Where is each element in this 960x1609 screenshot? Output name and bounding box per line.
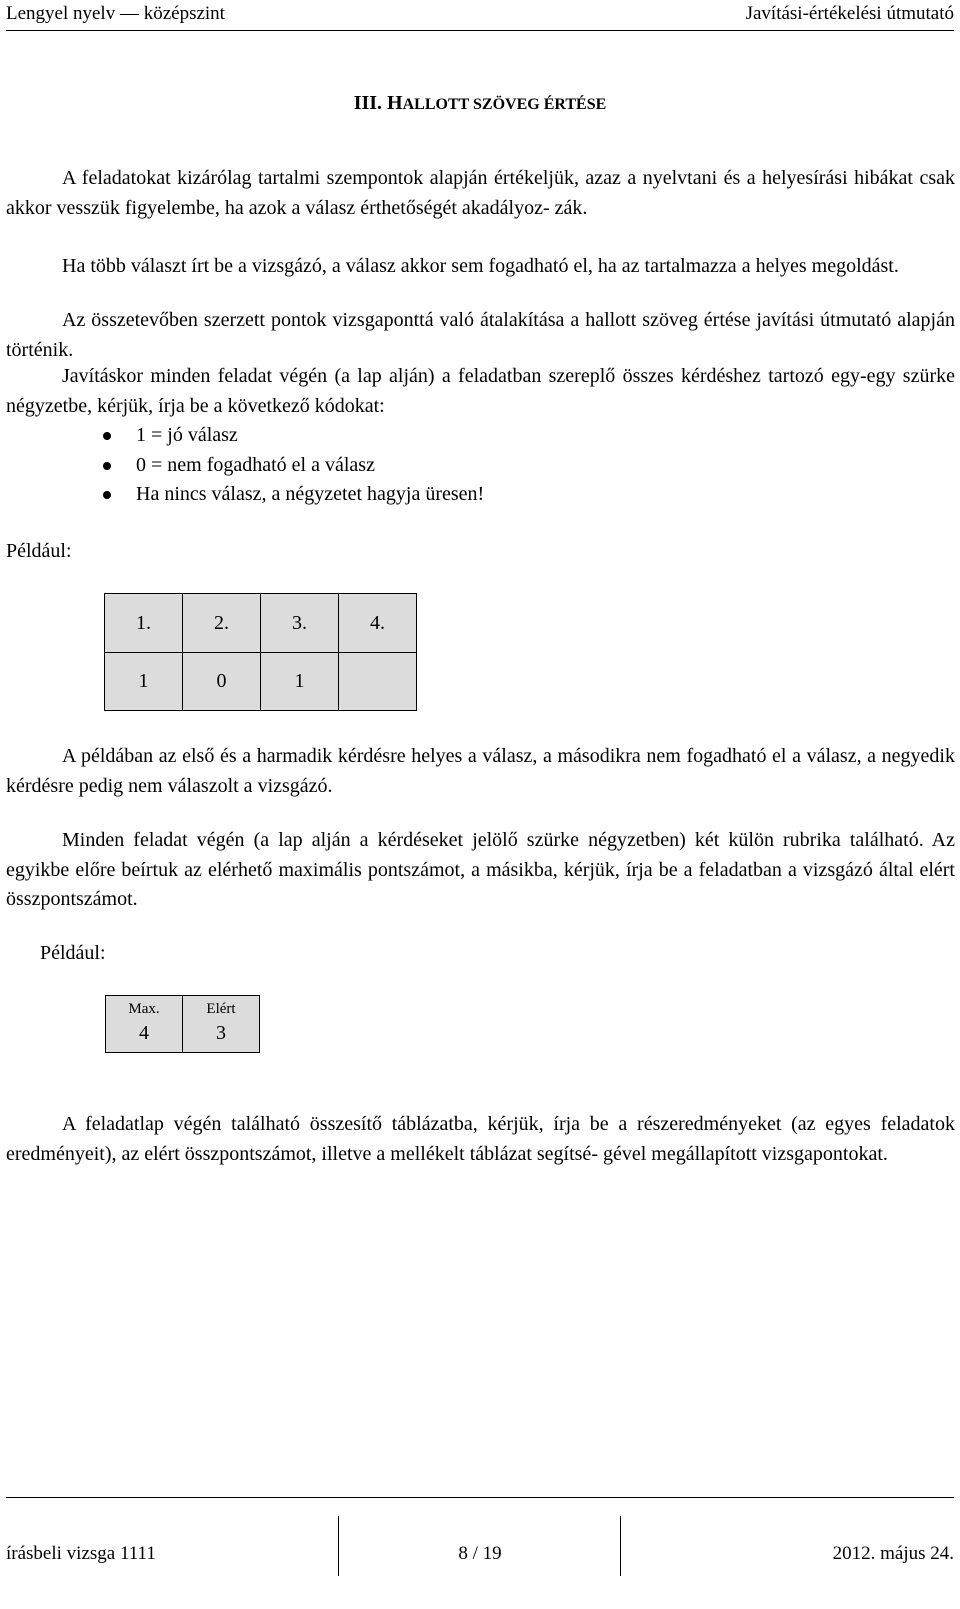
max-score-value: 4 bbox=[139, 1022, 149, 1044]
paragraph-codes-intro: Javításkor minden feladat végén (a lap alján) a feladatban szereplő összes kérdéshez tartozó egy-egy szürke négyzetbe, kérjük, írja be a következő kódokat: bbox=[6, 365, 955, 417]
page-header bbox=[6, 0, 954, 28]
answer-code-cell bbox=[339, 653, 417, 711]
footer-rule bbox=[6, 1497, 954, 1498]
question-number-cell: 2. bbox=[183, 594, 261, 653]
question-number-cell: 3. bbox=[261, 594, 339, 653]
question-number-cell: 4. bbox=[339, 594, 417, 653]
paragraph-summary-table: A feladatlap végén található összesítő táblázatba, kérjük, írja be a részeredményeket (az egyes feladatok eredményeit), az elért összpontszámot, illetve a mellékelt táblázat segítsé- gével megállapított vizsgapontokat. bbox=[6, 1113, 955, 1165]
table-row bbox=[105, 594, 417, 653]
example-answer-table bbox=[104, 593, 417, 711]
achieved-score-cell bbox=[183, 996, 260, 1053]
code-list bbox=[100, 421, 484, 510]
section-title bbox=[0, 92, 960, 115]
section-title-prefix: III. H bbox=[353, 92, 403, 114]
header-subject: Lengyel nyelv — középszint bbox=[6, 3, 225, 24]
answer-code-cell: 1 bbox=[105, 653, 183, 711]
max-score-label: Max. bbox=[128, 1001, 160, 1017]
paragraph-multiple-answers: Ha több választ írt be a vizsgázó, a válasz akkor sem fogadható el, ha az tartalmazza a helyes megoldást. bbox=[62, 255, 899, 277]
score-box-table bbox=[105, 995, 260, 1053]
paragraph-score-boxes: Minden feladat végén (a lap alján a kérdéseket jelölő szürke négyzetben) két külön rubrika található. Az egyikbe előre beírtuk az elérhető maximális pontszámot, a másikba, kérjük, írja be a feladatban a vizsgázó által elért összpontszámot. bbox=[6, 829, 955, 910]
example-label: Például: bbox=[6, 540, 72, 562]
footer-exam-code: írásbeli vizsga 1111 bbox=[6, 1543, 156, 1564]
footer-page-number: 8 / 19 bbox=[458, 1543, 502, 1564]
footer-separator bbox=[338, 1516, 339, 1576]
table-row bbox=[106, 996, 260, 1053]
footer-date: 2012. május 24. bbox=[832, 1543, 954, 1564]
header-doc-type: Javítási-értékelési útmutató bbox=[745, 3, 954, 24]
paragraph-conversion: Az összetevőben szerzett pontok vizsgaponttá való átalakítása a hallott szöveg értése javítási útmutató alapján történik. bbox=[6, 309, 955, 361]
achieved-score-label: Elért bbox=[206, 1001, 236, 1017]
header-rule bbox=[6, 30, 954, 31]
code-list-item: 1 = jó válasz bbox=[100, 421, 484, 451]
table-row bbox=[105, 653, 417, 711]
example-label: Például: bbox=[40, 942, 106, 964]
paragraph-evaluation-rule: A feladatokat kizárólag tartalmi szempontok alapján értékeljük, azaz a nyelvtani és a helyesírási hibákat csak akkor vesszük figyelembe, ha azok a válasz érthetőségét akadályoz- zák. bbox=[6, 167, 955, 219]
achieved-score-value: 3 bbox=[216, 1022, 226, 1044]
answer-code-cell: 1 bbox=[261, 653, 339, 711]
footer-separator bbox=[620, 1516, 621, 1576]
code-list-item: 0 = nem fogadható el a válasz bbox=[100, 451, 484, 481]
paragraph-example-explanation: A példában az első és a harmadik kérdésre helyes a válasz, a másodikra nem fogadható el a válasz, a negyedik kérdésre pedig nem válaszolt a vizsgázó. bbox=[6, 745, 955, 797]
question-number-cell: 1. bbox=[105, 594, 183, 653]
max-score-cell bbox=[106, 996, 183, 1053]
code-list-item: Ha nincs válasz, a négyzetet hagyja üresen! bbox=[100, 480, 484, 510]
section-title-smallcaps: ALLOTT SZÖVEG ÉRTÉSE bbox=[402, 96, 607, 113]
answer-code-cell: 0 bbox=[183, 653, 261, 711]
